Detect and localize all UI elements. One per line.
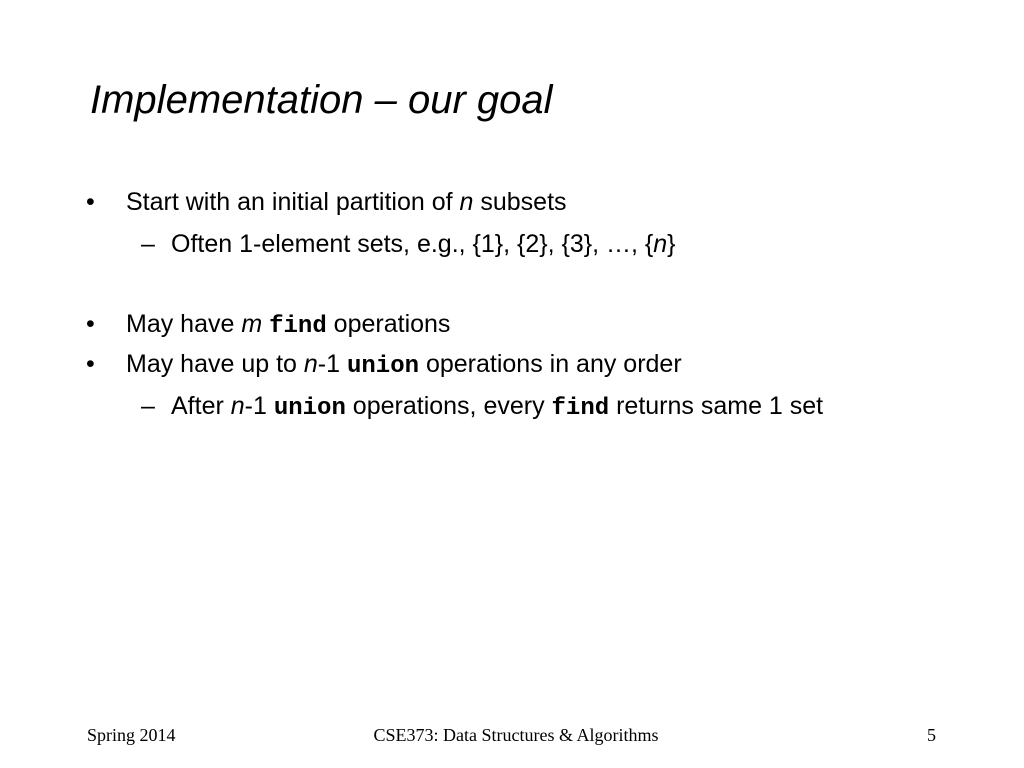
text-run: Start with an initial partition of bbox=[126, 188, 460, 216]
bullet-marker: • bbox=[86, 350, 95, 378]
sub-bullet-text bbox=[171, 228, 676, 260]
sub-bullet-marker: – bbox=[141, 392, 155, 420]
bullet-text bbox=[126, 186, 567, 218]
footer-term: Spring 2014 bbox=[87, 725, 176, 745]
text-run: operations bbox=[326, 310, 451, 338]
variable-n: n bbox=[459, 188, 474, 216]
text-run: -1 bbox=[244, 392, 274, 420]
text-run: subsets bbox=[473, 188, 567, 216]
variable-n: n bbox=[230, 392, 245, 420]
text-run: operations in any order bbox=[419, 350, 682, 378]
bullet-text bbox=[126, 308, 450, 343]
text-run: After bbox=[171, 392, 231, 420]
variable-n: n bbox=[303, 350, 318, 378]
bullet-text bbox=[126, 348, 682, 383]
footer-slide-number: 5 bbox=[927, 725, 936, 745]
text-run: Often 1-element sets, e.g., {1}, {2}, {3}, …, { bbox=[171, 230, 654, 258]
text-run: returns same 1 set bbox=[609, 392, 824, 420]
code-find: find bbox=[551, 395, 610, 422]
sub-bullet-text bbox=[171, 390, 823, 425]
text-run: May have up to bbox=[126, 350, 304, 378]
code-union: union bbox=[273, 395, 346, 422]
bullet-marker: • bbox=[86, 310, 95, 338]
text-run: operations, every bbox=[345, 392, 552, 420]
code-union: union bbox=[346, 353, 419, 380]
footer-course: CSE373: Data Structures & Algorithms bbox=[373, 725, 659, 745]
slide-title: Implementation – our goal bbox=[90, 78, 553, 122]
text-run: } bbox=[667, 230, 676, 258]
variable-n: n bbox=[653, 230, 668, 258]
text-run: -1 bbox=[317, 350, 347, 378]
code-find: find bbox=[269, 313, 327, 340]
text-run: May have bbox=[126, 310, 242, 338]
variable-m: m bbox=[241, 310, 263, 338]
sub-bullet-marker: – bbox=[141, 230, 155, 258]
bullet-marker: • bbox=[86, 188, 95, 216]
